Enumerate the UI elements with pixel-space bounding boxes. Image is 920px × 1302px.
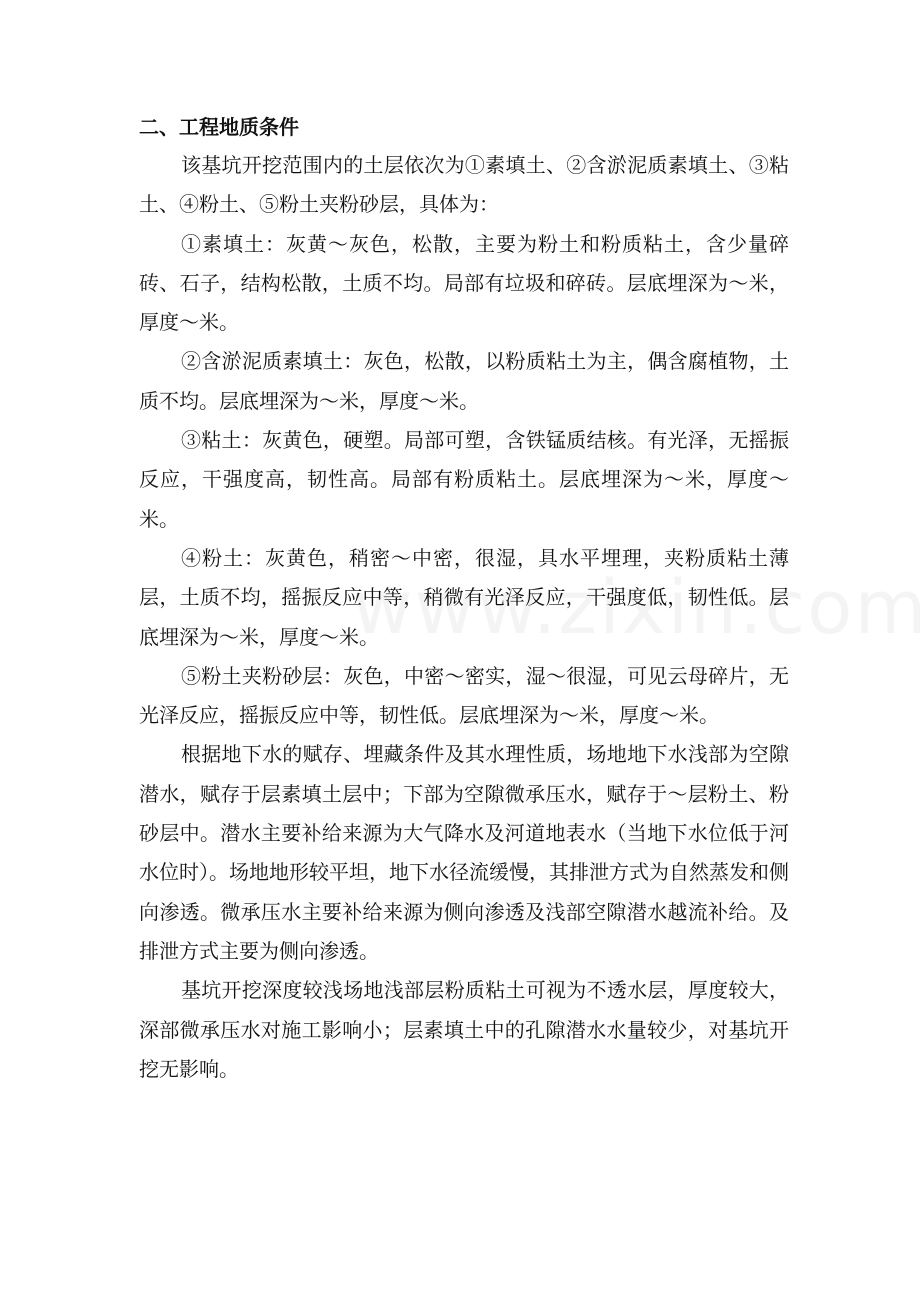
paragraph-layer-3: ③粘土：灰黄色，硬塑。局部可塑，含铁锰质结核。有光泽，无摇振反应，干强度高，韧性高。局部有粉质粘土。层底埋深为～米，厚度～米。 <box>139 428 789 531</box>
paragraph-layer-1: ①素填土：灰黄～灰色，松散，主要为粉土和粉质粘土，含少量碎砖、石子，结构松散，土质不均。局部有垃圾和碎砖。层底埋深为～米，厚度～米。 <box>139 231 789 335</box>
document-body <box>139 108 789 1089</box>
section-heading: 二、工程地质条件 <box>139 115 299 139</box>
paragraph-layer-5: ⑤粉土夹粉砂层：灰色，中密～密实，湿～很湿，可见云母碎片，无光泽反应，摇振反应中等，韧性低。层底埋深为～米，厚度～米。 <box>139 663 789 728</box>
paragraph-groundwater: 根据地下水的赋存、埋藏条件及其水理性质，场地地下水浅部为空隙潜水，赋存于层素填土层中；下部为空隙微承压水，赋存于～层粉土、粉砂层中。潜水主要补给来源为大气降水及河道地表水（当地下水位低于河水位时）。场地地形较平坦，地下水径流缓慢，其排泄方式为自然蒸发和侧向渗透。微承压水主要补给来源为侧向渗透及浅部空隙潜水越流补给。及排泄方式主要为侧向渗透。 <box>139 742 789 963</box>
paragraph-excavation-impact: 基坑开挖深度较浅场地浅部层粉质粘土可视为不透水层，厚度较大，深部微承压水对施工影响小；层素填土中的孔隙潜水水量较少，对基坑开挖无影响。 <box>139 978 789 1081</box>
paragraph-layer-4: ④粉土：灰黄色，稍密～中密，很湿，具水平埋理，夹粉质粘土薄层，土质不均，摇振反应中等，稍微有光泽反应，干强度低，韧性低。层底埋深为～米，厚度～米。 <box>139 545 789 649</box>
paragraph-soil-layers-intro: 该基坑开挖范围内的土层依次为①素填土、②含淤泥质素填土、③粘土、④粉土、⑤粉土夹粉砂层，具体为： <box>139 153 789 217</box>
paragraph-layer-2: ②含淤泥质素填土：灰色，松散，以粉质粘土为主，偶含腐植物，土质不均。层底埋深为～米，厚度～米。 <box>139 349 789 413</box>
